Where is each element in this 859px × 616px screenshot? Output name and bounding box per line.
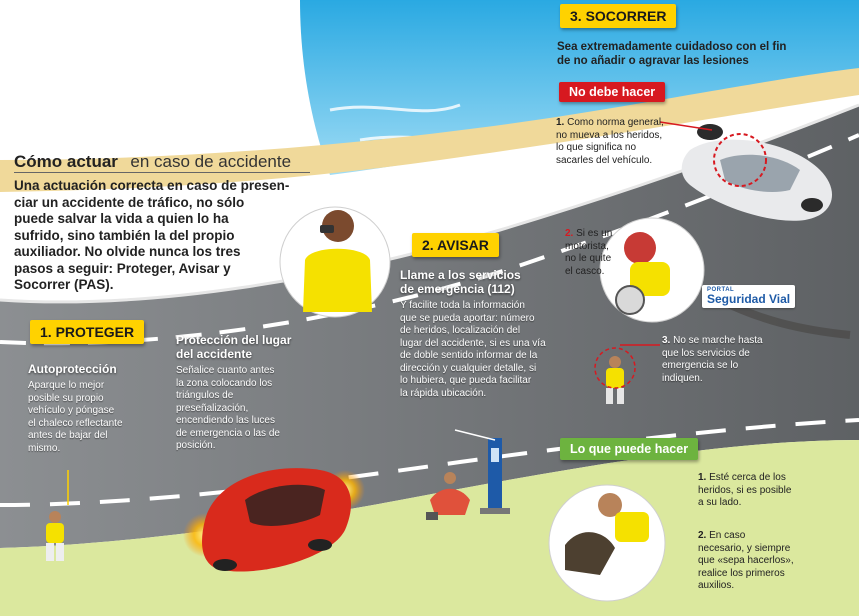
item-number: 1.: [698, 472, 707, 483]
title-sub: en caso de accidente: [130, 152, 292, 171]
intro-line: auxiliador. No olvide nunca los tres: [14, 244, 241, 259]
intro-line: sufrido, sino también la del propio: [14, 227, 235, 243]
autoproteccion-block: [28, 362, 148, 455]
text-line: antes de bajar del: [28, 430, 108, 441]
text-line: lo que significa no: [556, 142, 637, 153]
heading-line: del accidente: [176, 347, 253, 361]
text-line: de doble sentido informar de la: [400, 350, 538, 361]
proteccion-lugar-heading: [176, 333, 316, 361]
proteger-label: 1. PROTEGER: [30, 320, 144, 344]
heading-line: de emergencia (112): [400, 282, 515, 296]
text-line: el chaleco reflectante: [28, 417, 123, 429]
no-debe-hacer-label: No debe hacer: [559, 82, 665, 102]
text-line: no le quite: [565, 253, 612, 264]
avisar-label: 2. AVISAR: [412, 233, 499, 257]
text-line: posible su propio: [28, 392, 104, 404]
text-line: el casco.: [565, 265, 605, 277]
text-line: la zona colocando los: [176, 377, 273, 389]
warning-line: Sea extremadamente cuidadoso con el fin: [557, 41, 787, 53]
intro-line: pasos a seguir: Proteger, Avisar y: [14, 260, 231, 276]
text-line: mismo.: [28, 442, 61, 454]
title-divider: [14, 172, 310, 173]
text-line: Si es un: [576, 228, 613, 239]
socorrer-warning: [557, 40, 797, 68]
dont-item-3: [662, 335, 772, 385]
text-line: motorista,: [565, 240, 609, 252]
avisar-heading: [400, 268, 560, 296]
text-line: que se pueda aportar: número: [400, 312, 535, 324]
text-line: la rápida ubicación.: [400, 387, 487, 399]
item-number: 2.: [698, 530, 707, 541]
text-line: emergencia se lo: [662, 360, 739, 371]
intro-line: Una actuación correcta en caso de presen-: [14, 178, 290, 193]
text-line: posición.: [176, 440, 216, 451]
text-line: En caso: [709, 530, 746, 541]
item-number: 2.: [565, 228, 574, 239]
heading-line: Llame a los servicios: [400, 268, 521, 282]
text-line: sacarles del vehículo.: [556, 154, 653, 166]
item-number: 3.: [662, 335, 671, 346]
brand-big-text: Seguridad Vial: [707, 292, 791, 306]
text-line: de emergencia o las de: [176, 427, 280, 439]
text-line: no mueva a los heridos,: [556, 129, 663, 141]
text-line: Señalice cuanto antes: [176, 365, 275, 376]
text-line: encendiendo las luces: [176, 415, 275, 426]
text-line: lugar del accidente, si es una vía: [400, 337, 546, 349]
can-item-1: [698, 472, 818, 510]
can-item-2: [698, 530, 818, 593]
title-main: Cómo actuar: [14, 152, 118, 171]
text-line: indiquen.: [662, 372, 703, 384]
text-line: Esté cerca de los: [709, 472, 786, 483]
text-line: No se marche hasta: [673, 335, 763, 346]
intro-line: Socorrer (PAS).: [14, 277, 114, 292]
text-line: a su lado.: [698, 497, 742, 508]
brand-small-text: PORTAL: [707, 287, 735, 293]
socorrer-label: 3. SOCORRER: [560, 4, 676, 28]
text-line: realice los primeros: [698, 567, 785, 579]
text-line: vehículo y póngase: [28, 405, 115, 416]
warning-line: de no añadir o agravar las lesiones: [557, 55, 749, 67]
text-line: heridos, si es posible: [698, 484, 792, 496]
text-line: Y facilite toda la información: [400, 300, 525, 311]
text-line: Aparque lo mejor: [28, 380, 105, 391]
text-line: triángulos de: [176, 390, 234, 401]
seguridad-vial-logo: [702, 285, 795, 308]
dont-item-1: [556, 117, 666, 167]
page-title: [14, 152, 291, 172]
text-line: Como norma general,: [567, 117, 664, 128]
text-line: lo hubiera, que pueda facilitar: [400, 375, 532, 386]
dont-item-2: [565, 228, 635, 278]
text-line: necesario, y siempre: [698, 542, 791, 554]
intro-line: puede salvar la vida a quien lo ha: [14, 211, 229, 226]
intro-text: [14, 178, 314, 294]
text-line: dirección y cualquier detalle, si: [400, 362, 537, 374]
text-line: que «sepa hacerlos»,: [698, 555, 794, 566]
text-line: preseñalización,: [176, 402, 249, 414]
text-line: auxilios.: [698, 580, 735, 591]
text-line: que los servicios de: [662, 347, 750, 359]
intro-line: ciar un accidente de tráfico, no sólo: [14, 194, 245, 210]
text-line: de heridos, localización del: [400, 325, 521, 336]
proteccion-lugar-block: [176, 333, 316, 453]
autoproteccion-heading: Autoprotección: [28, 362, 117, 376]
avisar-block: [400, 268, 560, 400]
heading-line: Protección del lugar: [176, 333, 292, 347]
lo-que-puede-hacer-label: Lo que puede hacer: [560, 438, 698, 460]
item-number: 1.: [556, 117, 565, 128]
first-aid-illustration: [549, 485, 665, 601]
